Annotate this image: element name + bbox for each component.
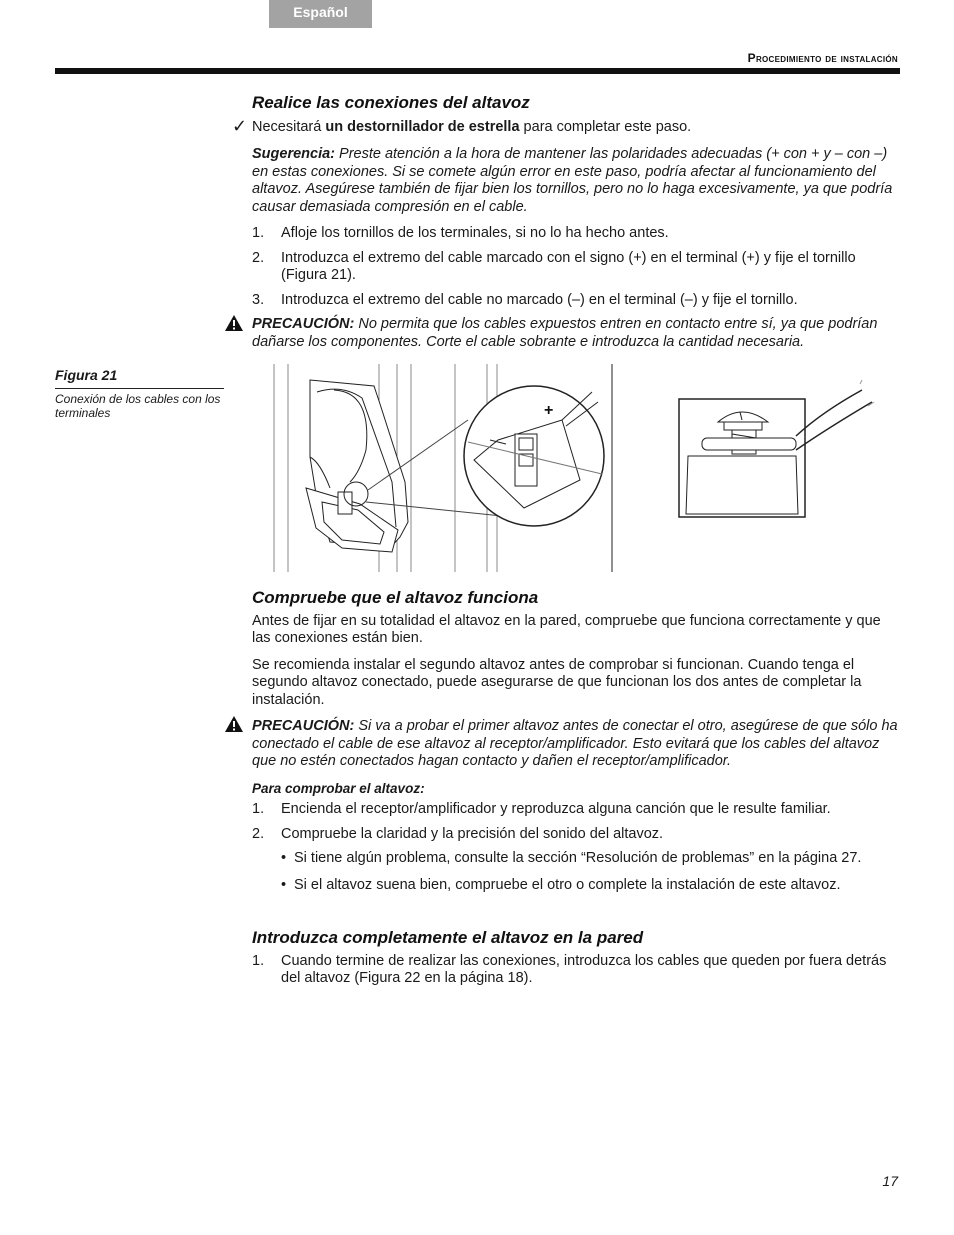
list-item <box>252 292 898 310</box>
warning-icon <box>224 314 244 332</box>
step-text: Compruebe la claridad y la precisión del sonido del altavoz. <box>281 825 664 842</box>
step-number: 3. <box>252 291 265 308</box>
warning-icon <box>224 715 244 733</box>
caution-text: Si va a probar el primer altavoz antes de conectar el otro, asegúrese de que sólo ha conectado el cable de ese altavoz al receptor/amplificador. Esto evitará que los cables del altavoz que no estén conectados hagan contacto y dañen el receptor/amplificador. <box>252 718 898 769</box>
step-text: Encienda el receptor/amplificador y reproduzca alguna canción que le resulte familiar. <box>281 801 831 817</box>
section-heading-test: Compruebe que el altavoz funciona <box>252 588 539 607</box>
test-steps <box>252 801 898 843</box>
tools-bold: un destornillador de estrella <box>325 118 520 135</box>
list-item <box>252 826 898 844</box>
tools-suffix: para completar este paso. <box>519 118 692 135</box>
list-item <box>252 250 898 285</box>
test-bullets <box>281 850 898 894</box>
step-text: Cuando termine de realizar las conexiones, introduzca los cables que queden por fuera detrás del altavoz (Figura 22 en la página 18). <box>281 952 887 986</box>
caution-paragraph <box>252 316 898 351</box>
section-test <box>252 589 898 903</box>
figure-rule <box>55 388 224 389</box>
section-connections <box>252 94 898 351</box>
caution-label: PRECAUCIÓN: <box>252 316 355 332</box>
step-number: 1. <box>252 801 265 817</box>
list-item: • Si el altavoz suena bien, compruebe el otro o complete la instalación de este altavoz. <box>281 877 898 895</box>
section-header: Procedimiento de instalación <box>747 51 898 65</box>
caution-text: No permita que los cables expuestos entren en contacto entre sí, ya que podrían dañarse los componentes. Corte el cable sobrante e introduzca la cantidad necesaria. <box>252 316 878 350</box>
step-number: 1. <box>252 952 265 969</box>
step-text: Introduzca el extremo del cable no marcado (–) en el terminal (–) y fije el tornillo. <box>281 291 798 308</box>
tip-label: Sugerencia: <box>252 146 335 162</box>
language-tab[interactable]: Español <box>269 0 372 28</box>
section-heading-connections: Realice las conexiones del altavoz <box>252 93 530 112</box>
test-para-1: Antes de fijar en su totalidad el altavoz en la pared, compruebe que funciona correctamente y que las conexiones están bien. <box>252 612 881 646</box>
tools-prefix: Necesitará <box>252 118 326 135</box>
step-number: 1. <box>252 225 265 241</box>
tools-note <box>252 119 898 137</box>
checkmark-icon: ✓ <box>232 116 248 136</box>
step-text: Afloje los tornillos de los terminales, si no lo ha hecho antes. <box>281 225 669 241</box>
caution-paragraph-2 <box>252 718 898 771</box>
step-number: 2. <box>252 249 265 266</box>
connection-steps <box>252 225 898 309</box>
section-heading-insert: Introduzca completamente el altavoz en la pared <box>252 928 644 947</box>
section-insert <box>252 929 898 995</box>
figure-21-illustration <box>262 362 902 574</box>
step-text: Introduzca el extremo del cable marcado con el signo (+) en el terminal (+) y fije el tornillo (Figura 21). <box>281 249 856 283</box>
figure-title: Figura 21 <box>55 367 118 383</box>
tip-paragraph <box>252 146 898 216</box>
list-item <box>252 953 898 988</box>
tip-text: Preste atención a la hora de mantener las polaridades adecuadas (+ con + y – con –) en estas conexiones. Si se comete algún error en este paso, podría afectar al funcionamiento del altavoz. Asegúrese también de fijar bien los tornillos, pero no lo haga excesivamente, ya que podría causar demasiada compresión en el cable. <box>252 146 893 215</box>
list-item <box>252 801 898 819</box>
header-rule <box>55 68 900 74</box>
test-subheading: Para comprobar el altavoz: <box>252 780 425 796</box>
test-para-2: Se recomienda instalar el segundo altavoz antes de comprobar si funcionan. Cuando tenga el segundo altavoz conectado, puede asegurarse de que funcionan los dos antes de completar la instalación. <box>252 656 862 708</box>
caution-label: PRECAUCIÓN: <box>252 718 355 734</box>
figure-caption: Conexión de los cables con los terminales <box>55 392 221 420</box>
plus-label: + <box>544 402 554 419</box>
list-item <box>252 225 898 243</box>
page-number: 17 <box>882 1173 898 1189</box>
step-number: 2. <box>252 825 265 842</box>
insert-steps <box>252 953 898 988</box>
list-item: • Si tiene algún problema, consulte la sección “Resolución de problemas” en la página 27. <box>281 850 898 868</box>
